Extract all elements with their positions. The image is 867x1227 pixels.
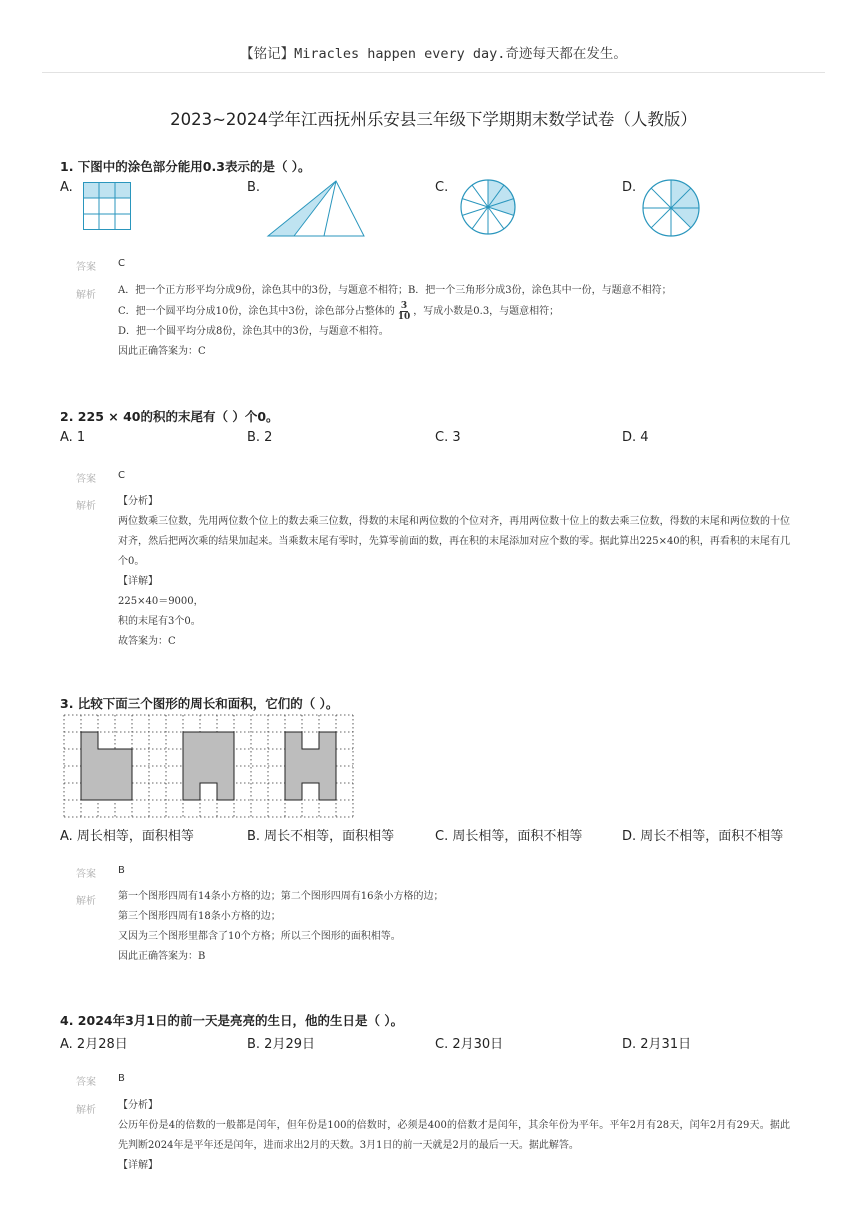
q4-analysis: [118, 1096, 790, 1176]
q2-analysis-paragraph: 两位数乘三位数，先用两位数个位上的数去乘三位数，得数的末尾和两位数的个位对齐，再用两位数十位上的数去乘三位数，得数的末尾和两位数的十位对齐，然后把两次乘的结果加起来。当乘数末尾有零时，先算零前面的数，再在积的末尾添加对应个数的零。据此算出225×40的积，再看积的末尾有几个0。: [118, 516, 790, 567]
q1-option-c[interactable]: C.: [435, 180, 449, 195]
q2-option-b[interactable]: B. 2: [247, 430, 273, 445]
q3-analysis-line: 第一个图形四周有14条小方格的边；第二个图形四周有16条小方格的边；: [118, 891, 444, 902]
radius-line: [462, 199, 488, 207]
q2-stem: 2. 225 × 40的积的末尾有（ ）个0。: [60, 409, 279, 424]
header-motto: 【铭记】Miracles happen every day.奇迹每天都在发生。: [240, 46, 627, 62]
q4-answer: B: [118, 1073, 125, 1084]
q1-option-a[interactable]: A.: [60, 180, 73, 195]
q3-analysis-label: 解析: [76, 896, 96, 907]
q1-figure-c-circle-tenths: [459, 178, 517, 236]
q2-analysis-heading: 【分析】: [118, 496, 158, 507]
q4-analysis-heading: 【详解】: [118, 1160, 158, 1171]
q3-analysis-line: 因此正确答案为：B: [118, 951, 206, 962]
radius-line: [472, 207, 488, 229]
q1-figure-d-circle-eighths: [641, 178, 701, 238]
q1-analysis-label: 解析: [76, 290, 96, 301]
q1-analysis-line: C．把一个圆平均分成10份，涂色其中3份，涂色部分占整体的 $\frac{3}{10}$ ，写成小数是0.3，与题意相符；: [118, 301, 560, 322]
q4-answer-label: 答案: [76, 1077, 96, 1088]
q2-option-c[interactable]: C. 3: [435, 430, 461, 445]
q4-option-a[interactable]: A. 2月28日: [60, 1037, 128, 1052]
q2-answer: C: [118, 470, 125, 481]
q2-option-d[interactable]: D. 4: [622, 430, 649, 445]
q4-option-d[interactable]: D. 2月31日: [622, 1037, 692, 1052]
header-divider: [42, 72, 825, 73]
q2-analysis-label: 解析: [76, 501, 96, 512]
q3-option-b[interactable]: B. 周长不相等，面积相等: [247, 829, 395, 844]
q3-analysis-line: 又因为三个图形里都含了10个方格；所以三个图形的面积相等。: [118, 931, 401, 942]
q1-analysis-line: A．把一个正方形平均分成9份，涂色其中的3份，与题意不相符；B．把一个三角形分成3份，涂色其中一份，与题意不相符；: [118, 285, 672, 296]
q3-answer: B: [118, 865, 125, 876]
q1-analysis-line: D．把一个圆平均分成8份，涂色其中的3份，与题意不相符。: [118, 326, 389, 337]
q1-analysis-line: 因此正确答案为：C: [118, 346, 206, 357]
q3-option-a[interactable]: A. 周长相等，面积相等: [60, 829, 194, 844]
q4-stem: 4. 2024年3月1日的前一天是亮亮的生日，他的生日是（ ）。: [60, 1013, 404, 1028]
q3-analysis: [118, 887, 790, 967]
q1-figure-a-square-grid: [83, 182, 131, 230]
shaded-sector: [671, 208, 699, 228]
shape-two: [183, 732, 234, 800]
q2-analysis: [118, 492, 790, 652]
fraction-three-tenths: $\frac{3}{10}$: [397, 301, 411, 322]
q2-analysis-line: 225×40＝9000，: [118, 596, 204, 607]
q1-answer: C: [118, 258, 125, 269]
q3-analysis-line: 第三个图形四周有18条小方格的边；: [118, 911, 281, 922]
q1-analysis: [118, 281, 790, 362]
q2-analysis-line: 故答案为：C: [118, 636, 176, 647]
q1-option-d[interactable]: D.: [622, 180, 637, 195]
radius-line: [462, 207, 488, 215]
q4-option-b[interactable]: B. 2月29日: [247, 1037, 315, 1052]
q1-option-b[interactable]: B.: [247, 180, 261, 195]
q4-analysis-label: 解析: [76, 1105, 96, 1116]
q4-analysis-heading: 【分析】: [118, 1100, 158, 1111]
q2-answer-label: 答案: [76, 474, 96, 485]
q2-option-a[interactable]: A. 1: [60, 430, 86, 445]
shape-three: [285, 732, 336, 800]
q2-analysis-line: 积的末尾有3个0。: [118, 616, 201, 627]
q4-option-c[interactable]: C. 2月30日: [435, 1037, 504, 1052]
q3-answer-label: 答案: [76, 869, 96, 880]
radius-line: [651, 208, 671, 228]
q3-stem: 3. 比较下面三个图形的周长和面积，它们的（ ）。: [60, 696, 339, 711]
q3-grid-figure: [64, 715, 350, 817]
q3-option-d[interactable]: D. 周长不相等，面积不相等: [622, 829, 784, 844]
page-title: 2023~2024学年江西抚州乐安县三年级下学期期末数学试卷（人教版）: [170, 110, 697, 129]
q2-analysis-heading: 【详解】: [118, 576, 158, 587]
radius-line: [651, 188, 671, 208]
shape-one: [81, 732, 132, 800]
q1-figure-b-triangle: [266, 180, 366, 238]
q3-option-c[interactable]: C. 周长相等，面积不相等: [435, 829, 583, 844]
q4-analysis-paragraph: 公历年份是4的倍数的一般都是闰年，但年份是100的倍数时，必须是400的倍数才是闰年，其余年份为平年。平年2月有28天，闰年2月有29天。据此先判断2024年是平年还是闰年，进而求出2月的天数。3月1日的前一天就是2月的最后一天。据此解答。: [118, 1120, 790, 1151]
q1-stem: 1. 下图中的涂色部分能用0.3表示的是（ ）。: [60, 159, 311, 174]
radius-line: [472, 185, 488, 207]
q1-answer-label: 答案: [76, 262, 96, 273]
